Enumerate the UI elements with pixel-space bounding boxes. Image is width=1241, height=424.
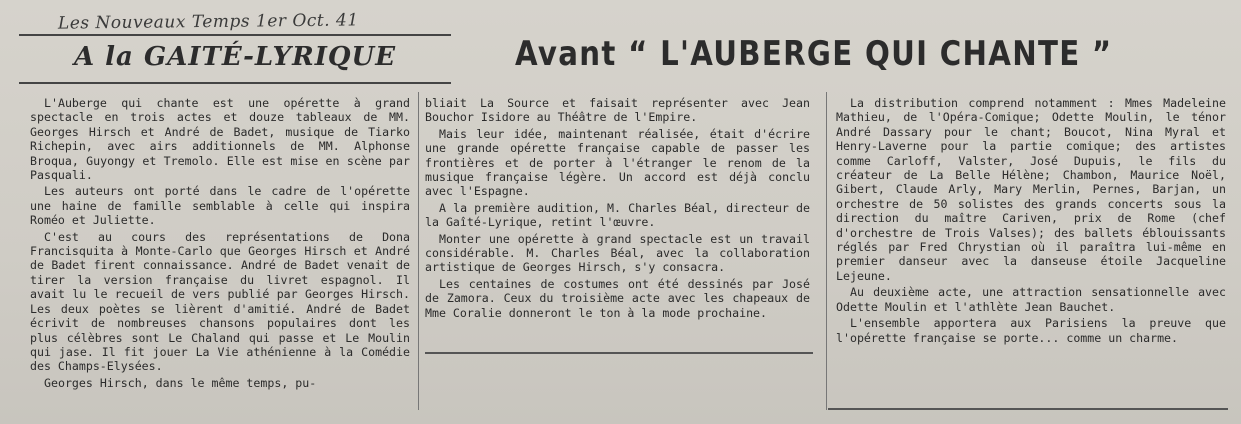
- paragraph: A la première audition, M. Charles Béal, directeur de la Gaîté-Lyrique, retint l'œuvre.: [425, 200, 810, 230]
- end-rule: [425, 352, 813, 354]
- paragraph: La distribution comprend notamment : Mmes Madeleine Mathieu, de l'Opéra-Comique; Odette Moulin, le ténor André Dassary pour le chant; Boucot, Nina Myral et Henry-Laverne pour la partie comique; des artistes comme Carloff, Valster, José Dupuis, le fils du créateur de La Belle Hélène; Chambon, Maurice Noël, Gibert, Claude Arly, Mary Merlin, Pernes, Barjan, un orchestre de 50 solistes des grands concerts sous la direction du maître Cariven, prix de Rome (chef d'orchestre de Trois Valses); des ballets éblouissants réglés par Fred Chrystian où il paraîtra lui-même en premier danseur avec la danseuse étoile Jacqueline Lejeune.: [836, 96, 1226, 283]
- kicker-box: [19, 34, 451, 84]
- paragraph: bliait La Source et faisait représenter avec Jean Bouchor Isidore au Théâtre de l'Empire.: [425, 96, 810, 125]
- column-rule: [826, 92, 827, 410]
- paragraph: Les auteurs ont porté dans le cadre de l'opérette une haine de famille semblable à celle qui inspira Roméo et Juliette.: [30, 184, 410, 228]
- kicker: A la GAITÉ-LYRIQUE: [73, 42, 397, 72]
- paragraph: Mais leur idée, maintenant réalisée, était d'écrire une grande opérette française capable de passer les frontières et de porter à l'étranger le renom de la musique française légère. Un accord est déjà conclu avec l'Espagne.: [425, 126, 810, 199]
- article-column-2: [425, 96, 810, 322]
- paragraph: Georges Hirsch, dans le même temps, pu-: [44, 375, 317, 390]
- paragraph: Au deuxième acte, une attraction sensationnelle avec Odette Moulin et l'athlète Jean Bauchet.: [836, 285, 1226, 314]
- paragraph: L'ensemble apportera aux Parisiens la preuve que l'opérette française se porte... comme un charme.: [836, 316, 1226, 345]
- column-rule: [418, 92, 419, 410]
- headline: Avant “ L'AUBERGE QUI CHANTE ”: [515, 34, 1113, 74]
- article-column-3: [836, 96, 1226, 347]
- paragraph: L'Auberge qui chante est une opérette à grand spectacle en trois actes et douze tableaux de MM. Georges Hirsch et André de Badet, musique de Tiarko Richepin, avec airs additionnels de MM. Alphonse Broqua, Guyongy et Tremolo. Elle est mise en scène par Pasquali.: [30, 96, 410, 183]
- paragraph: Les centaines de costumes ont été dessinés par José de Zamora. Ceux du troisième acte avec les chapeaux de Mme Coralie donneront le ton à la mode prochaine.: [425, 276, 810, 320]
- paragraph: C'est au cours des représentations de Dona Francisquita à Monte-Carlo que Georges Hirsch et André de Badet firent connaissance. André de Badet venait de tirer la version française du livret espagnol. Il avait lu le recueil de vers publié par Georges Hirsch. Les deux poètes se lièrent d'amitié. André de Badet écrivit de nombreuses chansons populaires dont les plus célèbres sont Le Chaland qui passe et Le Moulin qui jase. Il fit jouer La Vie athénienne à la Comédie des Champs-Elysées.: [30, 229, 410, 374]
- paragraph: Monter une opérette à grand spectacle est un travail considérable. M. Charles Béal, avec la collaboration artistique de Georges Hirsch, s'y consacra.: [425, 231, 810, 275]
- end-rule: [828, 408, 1228, 410]
- article-column-1: [30, 96, 410, 392]
- handwritten-source-note: Les Nouveaux Temps 1er Oct. 41: [57, 10, 359, 34]
